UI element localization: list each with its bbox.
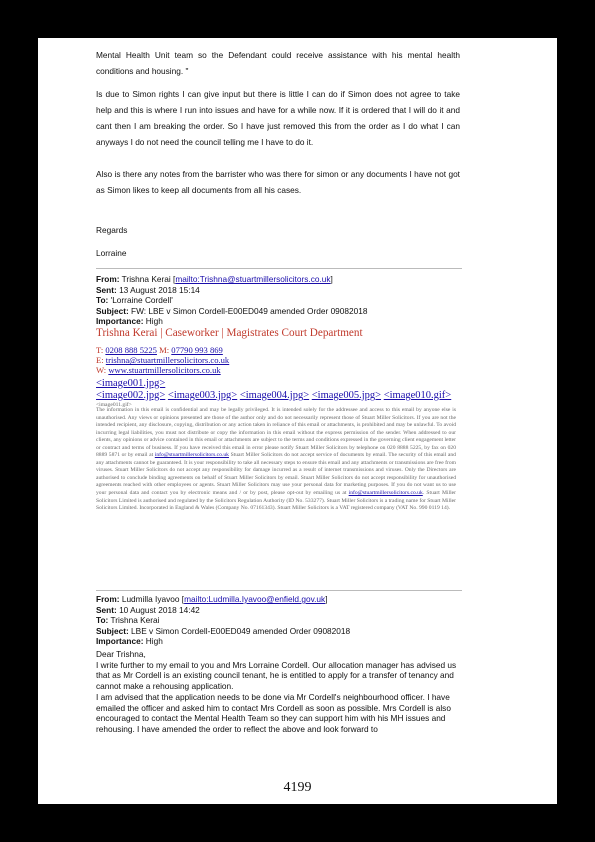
email-paragraph-2: Is due to Simon rights I can give input but there is little I can do if Simon does not agree to take help and this is where I run into issues and have for a while now. If it is ordered that I will do it and cant then I am breaking the order. So I have just removed this from the order as I do what I can anyways I do not need the council telling me I have to do it. — [96, 89, 460, 147]
signature-name-line: Trishna Kerai | Caseworker | Magistrates Court Department — [96, 327, 363, 339]
image004-link[interactable]: <image004.jpg> — [239, 390, 310, 401]
mobile-link[interactable]: 07790 993 869 — [171, 345, 223, 355]
signature-email-link[interactable]: trishna@stuartmillersolicitors.co.uk — [105, 355, 230, 366]
forward-header-1 — [96, 274, 466, 327]
signature-web: W: www.stuartmillersolicitors.co.uk — [96, 365, 221, 376]
disclaimer-info-link-1[interactable]: info@stuartmillersolicitors.co.uk — [154, 452, 229, 459]
to-line: To: Trishna Kerai — [96, 615, 160, 625]
phone-link[interactable]: 0208 888 5225 — [105, 345, 157, 355]
email-paragraph-1: Mental Health Unit team so the Defendant could receive assistance with his mental health conditions and housing. " — [96, 50, 460, 76]
importance-line: Importance: High — [96, 316, 163, 326]
email-paragraph-3: Also is there any notes from the barrister who was there for simon or any documents I have not got as Simon likes to keep all documents from all his cases. — [96, 169, 460, 195]
to-line: To: 'Lorraine Cordell' — [96, 295, 173, 305]
from-email-link[interactable]: mailto:Trishna@stuartmillersolicitors.co.uk — [175, 274, 331, 284]
image-placeholders — [96, 378, 451, 402]
image003-link[interactable]: <image003.jpg> — [167, 390, 238, 401]
email-2-paragraph-2: I am advised that the application needs to be done via Mr Cordell's neighbourhood officer. I have emailed the officer and asked him to contact Mrs Cordell as soon as possible. Mrs Cordell is also encouraged to contact the Mental Health Team so they can support him with his MH issues and rehousing. I have amended the order to reflect the above and look forward to — [96, 691, 451, 734]
signature-phone: T: 0208 888 5225 M: 07790 993 869 — [96, 345, 223, 355]
email-2-greeting: Dear Trishna, — [96, 649, 146, 659]
image005-link[interactable]: <image005.jpg> — [311, 390, 382, 401]
image011-placeholder: <image011.gif> — [96, 402, 132, 408]
legal-disclaimer: The information in this email is confidential and may be legally privileged. It is intended solely for the addressee and access to this email by anyone else is unauthorised. Any views or opinions presented are those of the author only and do not necessarily represent those of Stuart Miller Solicitors. If you are not the intended recipient, any disclosure, copying, distribution or any action taken in reliance of this email or attachments, is prohibited and may be unlawful. To avoid incurring legal liabilities, you must not distribute or copy the information in this email without the express permission of the sender. When addressed to our clients, any opinions or advice contained in this email or attachments are subject to the terms and conditions expressed in the governing client engagement letter or contract and terms of business. If you have received this email in error please notify Stuart Miller Solicitors by telephone on 020 8888 5225, by fax on 020 8889 5871 or by email at info@stuartmillersolicitors.co.uk Stuart Miller Solicitors do not accept service of documents by email. The security of this email and any attachments cannot be guaranteed. It is your responsibility to take all necessary steps to ensure this email and any attachments or transmissions are free from viruses. Stuart Miller Solicitors do not accept any responsibility for damage incurred as a result of internet transmissions and viruses. Only the Directors are authorised to conclude binding agreements on behalf of Stuart Miller Solicitors by email. Stuart Miller Solicitors do not accept responsibility for unauthorised agreements reached with other employees or agents. Stuart Miller Solicitors may use your personal data for marketing purposes. If you do not want us to use your personal data and contact you by electronic means and / or by post, please opt-out by emailing us at info@stuartmillersolicitors.co.uk. Stuart Miller Solicitors Limited is authorised and regulated by the Solicitors Regulation Authority (ID No. 533277). Stuart Miller Solicitors is a trading name for Stuart Miller Solicitors Limited. Incorporated in England & Wales (Company No. 07161343). Stuart Miller Solicitors is a VAT registered company (VAT No. 990 0119 14). — [96, 407, 456, 512]
sent-line: Sent: 13 August 2018 15:14 — [96, 284, 200, 295]
page-number: 4199 — [283, 780, 312, 795]
image001-link[interactable]: <image001.jpg> — [96, 378, 166, 389]
from-line: From: Ludmilla Iyavoo [mailto:Ludmilla.Iyavoo@enfield.gov.uk] — [96, 594, 328, 604]
email-sender-name: Lorraine — [96, 248, 127, 258]
image010-link[interactable]: <image010.gif> — [383, 390, 452, 401]
signature-email: E: trishna@stuartmillersolicitors.co.uk — [96, 355, 230, 366]
email-regards: Regards — [96, 225, 128, 235]
importance-line: Importance: High — [96, 636, 163, 646]
header-divider-2 — [96, 590, 462, 591]
disclaimer-info-link-2[interactable]: info@stuartmillersolicitors.co.uk — [348, 490, 423, 497]
sent-line: Sent: 10 August 2018 14:42 — [96, 604, 200, 615]
image002-link[interactable]: <image002.jpg> — [96, 390, 166, 401]
header-divider-1 — [96, 268, 462, 269]
subject-line: Subject: FW: LBE v Simon Cordell-E00ED049 amended Order 09082018 — [96, 305, 368, 316]
forward-header-2 — [96, 594, 466, 647]
subject-line: Subject: LBE v Simon Cordell-E00ED049 amended Order 09082018 — [96, 625, 351, 636]
email-2-body — [96, 649, 462, 735]
signature-block — [96, 345, 229, 376]
email-2-paragraph-1: I write further to my email to you and Mrs Lorraine Cordell. Our allocation manager has advised us that as Mr Cordell is an existing council tenant, he is entitled to apply for a transfer of tenancy and cannot make a rehousing application. — [96, 659, 457, 692]
website-link[interactable]: www.stuartmillersolicitors.co.uk — [108, 365, 221, 376]
from-line: From: Trishna Kerai [mailto:Trishna@stuartmillersolicitors.co.uk] — [96, 274, 333, 284]
from-email-link[interactable]: mailto:Ludmilla.Iyavoo@enfield.gov.uk — [184, 594, 326, 604]
